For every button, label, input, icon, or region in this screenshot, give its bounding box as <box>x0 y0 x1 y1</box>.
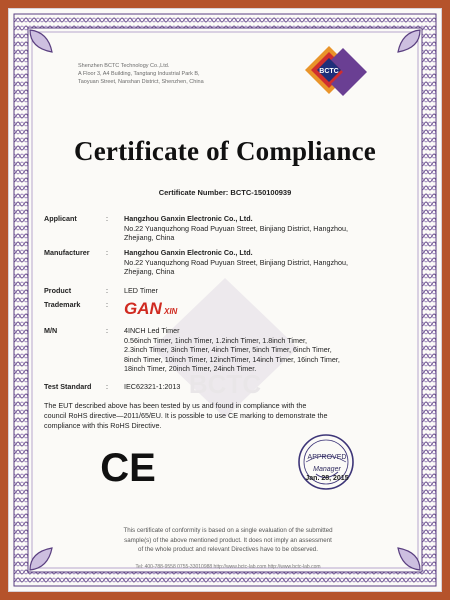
svg-text:GAN: GAN <box>124 299 162 317</box>
issuer-address-line1: A Floor 3, A4 Building, Tangtang Industrial Park B, <box>78 71 200 77</box>
issuer-block <box>78 62 278 86</box>
issuer-address-line2: Taoyuan Street, Nanshan District, Shenzhen, China <box>78 79 204 85</box>
model-number-line4: 8inch Timer, 10inch Timer, 12inchTimer, 14inch Timer, 16inch Timer, <box>124 354 340 364</box>
certificate-number-value: BCTC-150100939 <box>230 188 292 197</box>
manufacturer-colon: : <box>106 248 108 257</box>
test-standard-colon: : <box>106 382 108 391</box>
svg-text:BCTC: BCTC <box>188 369 262 399</box>
test-standard-value: IEC62321-1:2013 <box>124 382 181 391</box>
manufacturer-address-line2: Zhejiang, China <box>124 267 175 276</box>
statement-line3: compliance with this RoHS Directive. <box>44 421 162 430</box>
applicant-name: Hangzhou Ganxin Electronic Co., Ltd. <box>124 214 253 223</box>
ce-mark <box>94 446 162 486</box>
bctc-logo <box>291 44 369 106</box>
manufacturer-name: Hangzhou Ganxin Electronic Co., Ltd. <box>124 248 253 257</box>
stamp-approved-text: APPROVED <box>307 454 347 461</box>
stamp-date: Jan. 28, 2015 <box>305 475 349 482</box>
svg-text:CE: CE <box>100 446 156 486</box>
approval-stamp <box>294 432 358 492</box>
applicant-address-line2: Zhejiang, China <box>124 233 175 242</box>
applicant-label: Applicant <box>44 214 77 223</box>
compliance-statement <box>44 401 414 431</box>
model-number-line1: 4INCH Led Timer <box>124 326 180 335</box>
footer-line3: of the whole product and relevant Directives have to be observed. <box>138 546 318 553</box>
product-colon: : <box>106 286 108 295</box>
model-number-line3: 2.3inch Timer, 3inch Timer, 4inch Timer, 5inch Timer, 6inch Timer, <box>124 345 332 354</box>
bctc-logo-text: BCTC <box>319 68 339 75</box>
model-number-colon: : <box>106 326 108 335</box>
ganxin-trademark-logo <box>124 299 204 317</box>
footer-contact: Tel: 400-788-9558 0755-33010988 http://www.bctc-lab.com http://www.bctc-lab.com <box>135 564 321 570</box>
svg-text:XIN: XIN <box>164 307 178 316</box>
manufacturer-address-line1: No.22 Yuanquzhong Road Puyuan Street, Binjiang District, Hangzhou, <box>124 257 349 267</box>
test-standard-label: Test Standard <box>44 382 92 391</box>
certificate-number-label: Certificate Number: <box>158 188 229 197</box>
product-label: Product <box>44 286 72 295</box>
stamp-role-text: Manager <box>313 466 341 473</box>
applicant-colon: : <box>106 214 108 223</box>
certificate-paper <box>8 8 442 592</box>
issuer-name: Shenzhen BCTC Technology Co.,Ltd. <box>78 63 170 69</box>
footer-line1: This certificate of conformity is based on a single evaluation of the submitted <box>123 527 333 534</box>
trademark-colon: : <box>106 300 108 309</box>
trademark-label: Trademark <box>44 300 81 309</box>
footer-disclaimer <box>38 526 418 555</box>
statement-line1: The EUT described above has been tested by us and found in compliance with the <box>44 401 307 410</box>
manufacturer-label: Manufacturer <box>44 248 90 257</box>
model-number-line2: 0.56inch Timer, 1inch Timer, 1.2inch Timer, 1.8inch Timer, <box>124 335 307 345</box>
statement-line2: council RoHS directive—2011/65/EU. It is possible to use CE marking to demonstrate the <box>44 411 328 420</box>
certificate-number <box>8 188 442 197</box>
product-value: LED Timer <box>124 286 158 295</box>
model-number-label: M/N <box>44 326 58 335</box>
certificate-title: Certificate of Compliance <box>74 136 376 166</box>
applicant-address-line1: No.22 Yuanquzhong Road Puyuan Street, Binjiang District, Hangzhou, <box>124 223 349 233</box>
model-number-line5: 18inch Timer, 20inch Timer, 24inch Timer. <box>124 364 257 373</box>
footer-line2: sample(s) of the above mentioned product. It does not imply an assessment <box>124 536 332 544</box>
